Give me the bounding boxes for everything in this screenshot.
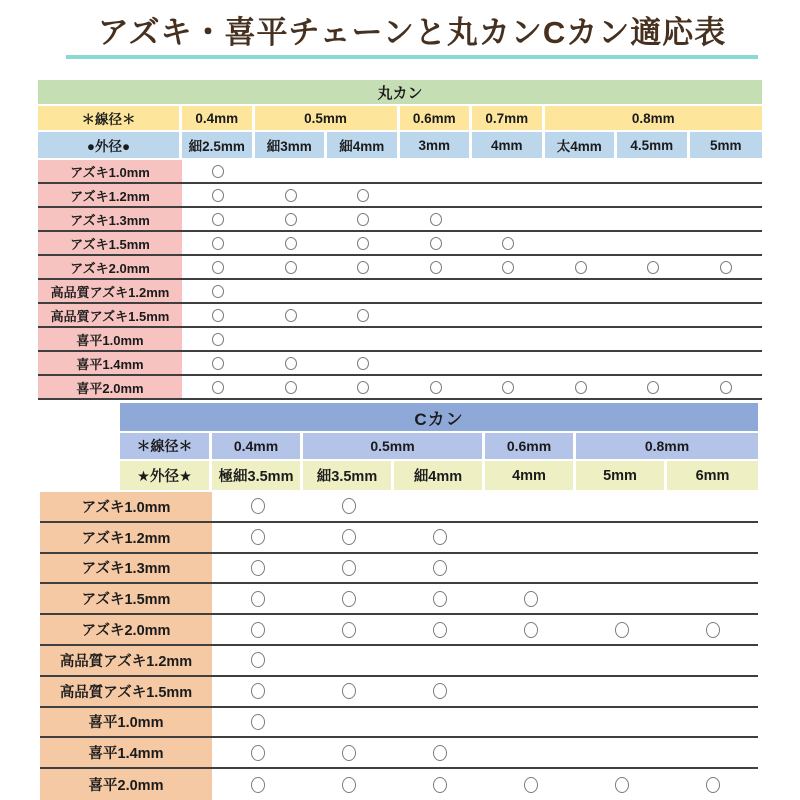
compat-cell [182, 160, 255, 182]
compat-cell [212, 769, 303, 800]
outer-diameter-value: 極細3.5mm [212, 461, 303, 490]
circle-marker [342, 683, 356, 699]
outer-diameter-row [38, 132, 762, 158]
compat-cell [667, 769, 758, 800]
compat-cell [212, 677, 303, 706]
compat-cell [667, 615, 758, 644]
compat-cell [400, 232, 473, 254]
table-row [40, 523, 758, 554]
compat-cell [255, 256, 328, 278]
compat-cell [545, 328, 618, 350]
compat-cell [255, 376, 328, 398]
circle-marker [524, 777, 538, 793]
compat-cell [394, 708, 485, 737]
compat-cell [255, 280, 328, 302]
compat-cell [400, 328, 473, 350]
wire-diameter-label: ＊線径＊ [38, 106, 182, 130]
circle-marker [342, 591, 356, 607]
compat-cell [485, 554, 576, 583]
compat-cell [394, 554, 485, 583]
compat-cell [327, 304, 400, 326]
compat-cell [394, 677, 485, 706]
compat-cell [617, 256, 690, 278]
compat-cell [545, 352, 618, 374]
circle-marker [285, 309, 297, 322]
circle-marker [357, 261, 369, 274]
compat-cell [667, 523, 758, 552]
circle-marker [357, 189, 369, 202]
compat-cell [576, 769, 667, 800]
circle-marker [285, 381, 297, 394]
compat-cell [303, 708, 394, 737]
outer-diameter-row [40, 461, 758, 490]
circle-marker [342, 622, 356, 638]
row-label: 喜平1.4mm [40, 738, 212, 767]
circle-marker [615, 622, 629, 638]
compat-cell [400, 280, 473, 302]
circle-marker [285, 189, 297, 202]
circle-marker [251, 622, 265, 638]
compat-cell [617, 328, 690, 350]
wire-diameter-value: 0.5mm [303, 433, 485, 459]
circle-marker [430, 381, 442, 394]
compat-cell [303, 677, 394, 706]
circle-marker [433, 745, 447, 761]
compat-cell [182, 376, 255, 398]
compat-cell [182, 328, 255, 350]
compat-cell [485, 708, 576, 737]
compat-cell [485, 584, 576, 613]
row-label: 喜平2.0mm [40, 769, 212, 800]
circle-marker [433, 777, 447, 793]
compat-cell [485, 677, 576, 706]
circle-marker [357, 213, 369, 226]
table-row [40, 708, 758, 739]
circle-marker [720, 261, 732, 274]
circle-marker [251, 777, 265, 793]
compat-cell [212, 738, 303, 767]
compat-cell [472, 376, 545, 398]
ckan-compatibility-table [40, 403, 758, 800]
header-indent [40, 461, 120, 490]
compat-cell [255, 304, 328, 326]
row-label: アズキ1.0mm [40, 492, 212, 521]
table-row [40, 738, 758, 769]
compat-cell [394, 523, 485, 552]
circle-marker [357, 357, 369, 370]
outer-diameter-value: 4mm [485, 461, 576, 490]
compat-cell [690, 328, 763, 350]
circle-marker [357, 381, 369, 394]
compat-cell [472, 160, 545, 182]
circle-marker [251, 714, 265, 730]
compat-cell [485, 646, 576, 675]
compat-cell [182, 280, 255, 302]
table-row [40, 554, 758, 585]
compat-cell [394, 738, 485, 767]
compat-cell [545, 184, 618, 206]
compat-cell [690, 232, 763, 254]
row-label: アズキ1.2mm [38, 184, 182, 206]
compat-cell [690, 304, 763, 326]
compat-cell [182, 256, 255, 278]
circle-marker [212, 189, 224, 202]
compat-cell [667, 646, 758, 675]
compat-cell [255, 160, 328, 182]
compat-cell [400, 160, 473, 182]
compat-cell [576, 708, 667, 737]
row-label: アズキ1.5mm [38, 232, 182, 254]
circle-marker [285, 261, 297, 274]
table-header-row [40, 403, 758, 431]
circle-marker [647, 381, 659, 394]
table-row [38, 328, 762, 352]
circle-marker [720, 381, 732, 394]
compat-cell [576, 615, 667, 644]
circle-marker [357, 309, 369, 322]
compat-cell [667, 677, 758, 706]
compat-cell [212, 708, 303, 737]
wire-diameter-value: 0.6mm [485, 433, 576, 459]
outer-diameter-label: ★外径★ [120, 461, 212, 490]
compat-cell [472, 208, 545, 230]
compat-cell [690, 256, 763, 278]
compat-cell [303, 523, 394, 552]
compat-cell [400, 304, 473, 326]
compat-cell [327, 352, 400, 374]
circle-marker [433, 622, 447, 638]
circle-marker [342, 560, 356, 576]
outer-diameter-value: 細3mm [255, 132, 328, 158]
compat-cell [617, 160, 690, 182]
compat-cell [327, 280, 400, 302]
circle-marker [430, 237, 442, 250]
table-row [38, 184, 762, 208]
compat-cell [394, 615, 485, 644]
row-label: 喜平1.0mm [40, 708, 212, 737]
table-row [38, 376, 762, 400]
row-label: アズキ1.2mm [40, 523, 212, 552]
compat-cell [667, 584, 758, 613]
circle-marker [433, 591, 447, 607]
compat-cell [212, 646, 303, 675]
wire-diameter-row [40, 433, 758, 459]
header-indent [40, 403, 120, 431]
row-label: 喜平2.0mm [38, 376, 182, 398]
row-label: アズキ2.0mm [38, 256, 182, 278]
compat-cell [394, 646, 485, 675]
table-row [40, 584, 758, 615]
table-title: 丸カン [38, 80, 762, 104]
outer-diameter-value: 5mm [690, 132, 763, 158]
compat-cell [576, 554, 667, 583]
compat-cell [485, 615, 576, 644]
page-title [66, 14, 758, 59]
compat-cell [576, 584, 667, 613]
compat-cell [327, 184, 400, 206]
compat-cell [617, 352, 690, 374]
table-row [40, 615, 758, 646]
table-title: Cカン [120, 403, 758, 431]
table-row [40, 677, 758, 708]
circle-marker [212, 213, 224, 226]
compat-cell [255, 184, 328, 206]
circle-marker [342, 498, 356, 514]
wire-diameter-value: 0.4mm [182, 106, 255, 130]
wire-diameter-value: 0.6mm [400, 106, 473, 130]
compat-cell [690, 280, 763, 302]
wire-diameter-value: 0.8mm [576, 433, 758, 459]
compat-cell [327, 256, 400, 278]
compat-cell [303, 554, 394, 583]
compat-cell [617, 208, 690, 230]
outer-diameter-value: 5mm [576, 461, 667, 490]
compat-cell [303, 584, 394, 613]
table-header-row [38, 80, 762, 104]
circle-marker [575, 381, 587, 394]
table-row [40, 646, 758, 677]
compat-cell [212, 492, 303, 521]
marukan-compatibility-table [38, 80, 762, 400]
table-row [40, 492, 758, 523]
compat-cell [400, 184, 473, 206]
row-label: 高品質アズキ1.2mm [38, 280, 182, 302]
compat-cell [303, 769, 394, 800]
row-label: 高品質アズキ1.5mm [40, 677, 212, 706]
compat-cell [400, 352, 473, 374]
circle-marker [212, 309, 224, 322]
compat-cell [545, 256, 618, 278]
outer-diameter-value: 3mm [400, 132, 473, 158]
circle-marker [251, 683, 265, 699]
compat-cell [400, 376, 473, 398]
row-label: 高品質アズキ1.5mm [38, 304, 182, 326]
circle-marker [430, 213, 442, 226]
circle-marker [524, 622, 538, 638]
compat-cell [576, 492, 667, 521]
compat-cell [576, 646, 667, 675]
table-row [38, 232, 762, 256]
compat-cell [667, 708, 758, 737]
circle-marker [212, 237, 224, 250]
circle-marker [706, 622, 720, 638]
row-label: 喜平1.4mm [38, 352, 182, 374]
compat-cell [472, 232, 545, 254]
outer-diameter-value: 細2.5mm [182, 132, 255, 158]
compat-cell [576, 677, 667, 706]
circle-marker [285, 213, 297, 226]
compat-cell [472, 280, 545, 302]
compat-cell [545, 208, 618, 230]
table-row [38, 280, 762, 304]
compat-cell [255, 328, 328, 350]
compat-cell [212, 584, 303, 613]
table-row [40, 769, 758, 800]
circle-marker [212, 357, 224, 370]
compat-cell [394, 769, 485, 800]
circle-marker [502, 381, 514, 394]
compat-cell [690, 352, 763, 374]
wire-diameter-label: ＊線径＊ [120, 433, 212, 459]
compat-cell [400, 256, 473, 278]
compat-cell [617, 232, 690, 254]
table-row [38, 304, 762, 328]
circle-marker [251, 591, 265, 607]
compat-cell [400, 208, 473, 230]
compat-cell [617, 280, 690, 302]
compat-cell [212, 554, 303, 583]
compat-cell [545, 232, 618, 254]
compat-cell [690, 376, 763, 398]
compat-cell [303, 615, 394, 644]
wire-diameter-value: 0.7mm [472, 106, 545, 130]
compat-cell [617, 184, 690, 206]
compat-cell [485, 769, 576, 800]
compat-cell [327, 232, 400, 254]
compat-cell [545, 304, 618, 326]
compat-cell [617, 304, 690, 326]
circle-marker [342, 529, 356, 545]
outer-diameter-value: 6mm [667, 461, 758, 490]
compat-cell [255, 352, 328, 374]
wire-diameter-value: 0.8mm [545, 106, 763, 130]
circle-marker [251, 745, 265, 761]
circle-marker [212, 333, 224, 346]
compat-cell [485, 738, 576, 767]
compat-cell [617, 376, 690, 398]
row-label: 高品質アズキ1.2mm [40, 646, 212, 675]
row-label: 喜平1.0mm [38, 328, 182, 350]
row-label: アズキ1.3mm [40, 554, 212, 583]
header-indent [40, 433, 120, 459]
compat-cell [667, 492, 758, 521]
compat-cell [327, 376, 400, 398]
compat-cell [690, 160, 763, 182]
outer-diameter-value: 4.5mm [617, 132, 690, 158]
circle-marker [285, 237, 297, 250]
circle-marker [430, 261, 442, 274]
row-label: アズキ1.5mm [40, 584, 212, 613]
circle-marker [251, 560, 265, 576]
table-row [38, 208, 762, 232]
page-title-text: アズキ・喜平チェーンと丸カンCカン適応表 [97, 15, 727, 50]
outer-diameter-value: 太4mm [545, 132, 618, 158]
table-row [38, 256, 762, 280]
compat-cell [182, 352, 255, 374]
row-label: アズキ1.3mm [38, 208, 182, 230]
circle-marker [706, 777, 720, 793]
circle-marker [212, 261, 224, 274]
compat-cell [545, 160, 618, 182]
circle-marker [524, 591, 538, 607]
compat-cell [182, 208, 255, 230]
circle-marker [251, 529, 265, 545]
circle-marker [433, 683, 447, 699]
compat-cell [212, 615, 303, 644]
compat-cell [472, 256, 545, 278]
compat-cell [472, 328, 545, 350]
row-label: アズキ2.0mm [40, 615, 212, 644]
table-row [38, 160, 762, 184]
compat-cell [327, 328, 400, 350]
circle-marker [502, 237, 514, 250]
compat-cell [472, 352, 545, 374]
circle-marker [251, 652, 265, 668]
compat-cell [472, 304, 545, 326]
compat-cell [327, 160, 400, 182]
circle-marker [647, 261, 659, 274]
compat-cell [667, 738, 758, 767]
compat-cell [472, 184, 545, 206]
table-row [38, 352, 762, 376]
compat-cell [255, 208, 328, 230]
compat-cell [394, 492, 485, 521]
compat-cell [485, 523, 576, 552]
circle-marker [212, 381, 224, 394]
circle-marker [342, 777, 356, 793]
wire-diameter-row [38, 106, 762, 130]
wire-diameter-value: 0.5mm [255, 106, 400, 130]
compat-cell [545, 376, 618, 398]
circle-marker [615, 777, 629, 793]
circle-marker [212, 165, 224, 178]
circle-marker [502, 261, 514, 274]
circle-marker [342, 745, 356, 761]
compat-cell [327, 208, 400, 230]
compat-cell [690, 184, 763, 206]
circle-marker [433, 529, 447, 545]
outer-diameter-value: 細3.5mm [303, 461, 394, 490]
compat-cell [303, 738, 394, 767]
circle-marker [575, 261, 587, 274]
compat-cell [303, 492, 394, 521]
compat-cell [545, 280, 618, 302]
compat-cell [303, 646, 394, 675]
outer-diameter-value: 細4mm [327, 132, 400, 158]
outer-diameter-value: 4mm [472, 132, 545, 158]
compat-cell [182, 304, 255, 326]
compat-cell [576, 523, 667, 552]
compat-cell [485, 492, 576, 521]
circle-marker [212, 285, 224, 298]
circle-marker [433, 560, 447, 576]
outer-diameter-value: 細4mm [394, 461, 485, 490]
compat-cell [182, 184, 255, 206]
circle-marker [251, 498, 265, 514]
row-label: アズキ1.0mm [38, 160, 182, 182]
compat-cell [182, 232, 255, 254]
compat-cell [690, 208, 763, 230]
compat-cell [667, 554, 758, 583]
compat-cell [576, 738, 667, 767]
compat-cell [212, 523, 303, 552]
compat-cell [255, 232, 328, 254]
circle-marker [357, 237, 369, 250]
circle-marker [285, 357, 297, 370]
compat-cell [394, 584, 485, 613]
wire-diameter-value: 0.4mm [212, 433, 303, 459]
outer-diameter-label: ●外径● [38, 132, 182, 158]
